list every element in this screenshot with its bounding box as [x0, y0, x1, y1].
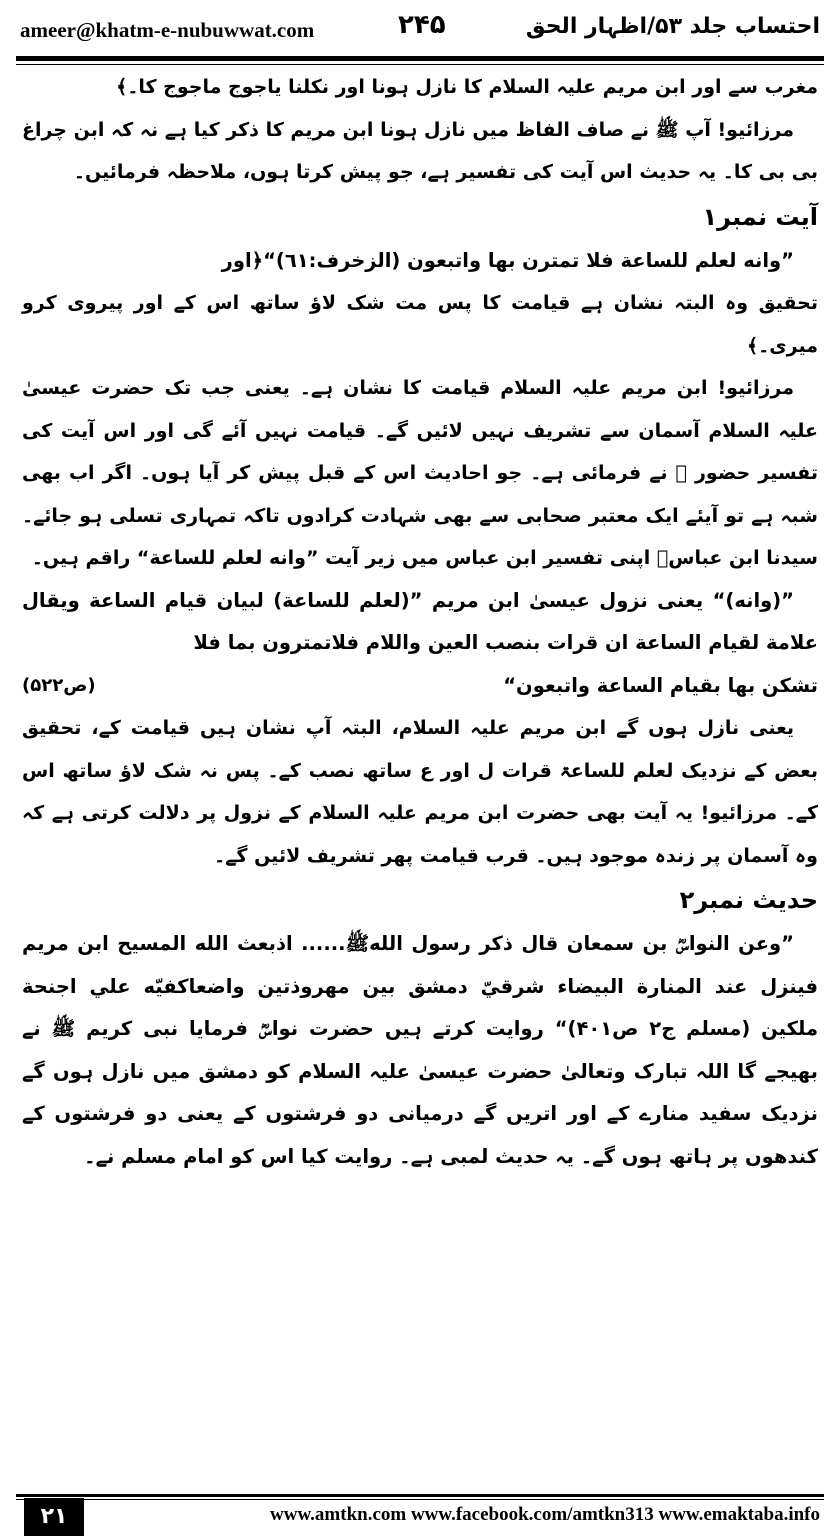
header-page-number: ۲۴۵ [398, 10, 446, 40]
paragraph: مرزائیو! ابن مریم علیہ السلام قیامت کا نشان ہے۔ یعنی جب تک حضرت عیسیٰ علیہ السلام آسمان سے تشریف نہیں لائیں گے۔ قیامت نہیں آئے گی اور اس آیت کی تفسیر حضور ﷺ نے فرمائی ہے۔ جو احادیث اس کے قبل پیش کر آیا ہوں۔ اگر اب بھی شبہ ہے تو آیئے ایک معتبر صحابی سے بھی شہادت کرادوں تاکہ تمہاری تسلی ہو جائے۔ سیدنا ابن عباسؓ اپنی تفسیر ابن عباس میں زیر آیت ”وانه لعلم للساعة“ راقم ہیں۔ [22, 377, 818, 569]
tafsir-reference: (ص۵۲۲) [22, 674, 96, 696]
paragraph: تحقیق وہ البتہ نشان ہے قیامت کا پس مت شک لاؤ ساتھ اس کے اور پیروی کرو میری۔﴾ [22, 292, 818, 357]
footer-rule-thin [16, 1499, 824, 1500]
quran-verse: ”وانه لعلم للساعة فلا تمترن بها واتبعون (الزخرف:٦١)“﴿اور [221, 248, 794, 272]
hadith-text: ”وعن النواسؓ بن سمعان قال ذكر رسول اللهﷺ...... اذبعث الله المسيح ابن مريم فينزل عند المنارة البيضاء شرقيّ دمشق بين مهروذتين واضعاكفيّه علي اجنحة ملكين (مسلم ج۲ ص۴۰۱)“ روایت کرتے ہیں حضرت نواسؓ فرمایا نبی کریم ﷺ نے بھیجے گا اللہ تبارک وتعالیٰ حضرت عیسیٰ علیہ السلام کو دمشق میں نازل ہوں گے نزدیک سفید منارے کے اور اتریں گے درمیانی دو فرشتوں کے یعنی دو فرشتوں کے کندھوں پر ہاتھ ہوں گے۔ یہ حدیث لمبی ہے۔ روایت کیا اس کو امام مسلم نے۔ [22, 932, 819, 1168]
tafsir-quote: ”(وانه)“ یعنی نزول عیسیٰ ابن مریم ”(لعلم للساعة) لبيان قيام الساعة ويقال علامة لقيام الساعة ان قرات بنصب العين واللام فلاتمترون بما فلا [22, 588, 818, 654]
section-heading: آیت نمبر۱ [702, 202, 818, 231]
page-header [16, 8, 824, 52]
paragraph: مرزائیو! آپ ﷺ نے صاف الفاظ میں نازل ہونا ابن مریم کا ذکر کیا ہے نہ کہ ابن چراغ بی بی کا۔ یہ حدیث اس آیت کی تفسیر ہے، جو پیش کرتا ہوں، ملاحظہ فرمائیں۔ [22, 118, 818, 183]
header-email: ameer@khatm-e-nubuwwat.com [20, 18, 315, 42]
tafsir-quote-end: تشكن بها بقيام الساعة واتبعون“ [503, 673, 818, 697]
paragraph: مغرب سے اور ابن مریم علیہ السلام کا نازل ہونا اور نکلنا یاجوج ماجوج کا۔﴾ [116, 76, 818, 98]
header-book-title: احتساب جلد ۵۳/اظہار الحق [525, 14, 820, 39]
footer-page-number: ۲۱ [24, 1498, 84, 1536]
tafsir-last-line [22, 665, 818, 708]
section-heading: حدیث نمبر۲ [679, 886, 818, 914]
footer-rule [16, 1494, 824, 1497]
header-rule [16, 56, 824, 61]
footer-links: www.amtkn.com www.facebook.com/amtkn313 www.emaktaba.info [270, 1504, 820, 1525]
page-content [22, 66, 818, 1178]
header-rule-thin [16, 64, 824, 65]
paragraph: یعنی نازل ہوں گے ابن مریم علیہ السلام، البتہ آپ نشان ہیں قیامت کے، تحقیق بعض کے نزدیک لعلم للساعۃ قرات ل اور ع ساتھ نصب کے۔ پس نہ شک لاؤ ساتھ اس کے۔ مرزائیو! یہ آیت بھی حضرت ابن مریم علیہ السلام کے نزول پر دلالت کرتی ہے کہ وہ آسمان پر زندہ موجود ہیں۔ قرب قیامت پھر تشریف لائیں گے۔ [22, 717, 818, 867]
